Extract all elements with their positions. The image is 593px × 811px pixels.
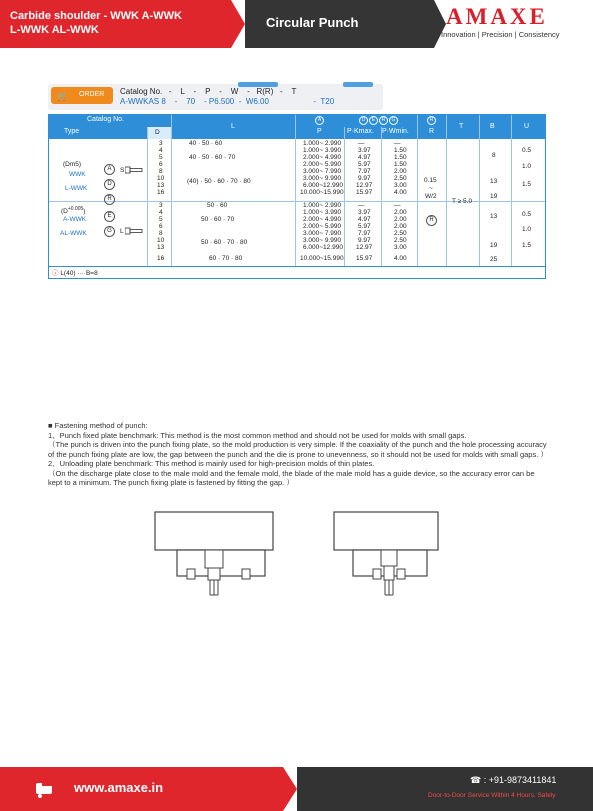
order-button[interactable]: 🛒 ORDER <box>51 87 113 104</box>
fastening-p2: （The punch is driven into the punch fixing plate, so the mold production is very simple. If the coaxiality of the punch and the hole processing accuracy of the punch fixing plate are low, the gap between the punch and the die is prone to unevenness, so it should not be used for molds with small gaps. ） <box>48 440 548 459</box>
table-row: 8 <box>159 168 163 175</box>
table-row: 6 <box>159 223 163 230</box>
page-header <box>0 0 593 48</box>
amaxe-logo: AMAXE <box>446 4 548 29</box>
table-row: 16 <box>157 255 165 262</box>
table-row: 4 <box>159 209 163 216</box>
cart-icon: 🛒 <box>57 91 69 101</box>
table-row: 3 <box>159 140 163 147</box>
table-row: 5 <box>159 216 163 223</box>
table-row: 13 <box>157 182 165 189</box>
fastening-p4: （On the discharge plate close to the male mold and the female mold, the blade of the male mold has a guide device, so the accuracy error can be kept to a minimum. The punch fixing plate is fastened by fitting the gap. ） <box>48 468 535 487</box>
fastening-title: ■ Fastening method of punch: <box>48 421 148 430</box>
logo-tagline: Innovation | Precision | Consistency <box>441 30 560 39</box>
table-row: 6 <box>159 161 163 168</box>
fastening-p3: 2、Unloading plate benchmark: This method is mainly used for high-precision molds of thin plates. <box>48 459 375 468</box>
table-row: 13 <box>157 244 165 251</box>
table-row: 10 <box>157 237 165 244</box>
spec-note: ⓘ L(40) ····B=8 <box>52 270 98 277</box>
page-footer <box>0 767 593 811</box>
spec-table: Catalog No. Type D L A P D E R G P·Kmax. P·Wmin. R R T B U (Dm5) WWK L-WWK $(D^{+0.005})$ A-WWK AL-WWK A D R E G S L 3 40 · 50 · 60 1.000~ 2.990 — — 4 1.000~ 3.990 3.97 1.50 5 40 · 50 · 60 · 70 2.000~ 4.990 4.97 1.50 6 2.000~ 5.990 5.97 1.50 8 3.000~ 7.990 7.97 2.00 10 (40) · 50 · 60 · 70 · 80 3.000~ 9.990 9.97 2.50 13 6.000~12.990 12.97 3.00 16 10.000~15.990 15.97 4.00 3 50 · 60 1.000~ 2.990 — — 4 1.000~ 3.990 3.97 2.00 5 50 · 60 · 70 2.000~ 4.990 4.97 2.00 6 2.000~ 5.990 5.97 2.00 8 3.000~ 7.990 7.97 2.50 10 50 · 60 · 70 · 80 3.000~ 9.990 9.97 2.50 13 6.000~12.990 12.97 3.00 16 60 · 70 · 80 10.000~15.990 15.97 4.00 0.15 ~ W/2 R T ≥ 5.0 8 13 19 13 19 25 0.5 1.0 1.5 0.5 1.0 1.5 ⓘ L(40) ····B=8 <box>48 114 546 279</box>
punch-s-icon <box>125 166 143 174</box>
warning-icon: ⓘ <box>52 270 59 277</box>
product-title: Carbide shoulder - WWK A-WWK L-WWK AL-WWK <box>10 10 182 36</box>
fastening-p1: 1、Punch fixed plate benchmark: This method is the most common method and should not be used for molds with small gaps. <box>48 430 467 440</box>
fastening-section <box>48 421 548 488</box>
cart-icon <box>34 779 56 799</box>
punch-l-icon <box>125 227 143 235</box>
website-link[interactable]: www.amaxe.in <box>74 780 164 795</box>
table-row: 5 <box>159 154 163 161</box>
table-row: 3 <box>159 202 163 209</box>
table-row: 8 <box>159 230 163 237</box>
table-row: 4 <box>159 147 163 154</box>
table-row: 10 <box>157 175 165 182</box>
service-tagline: Door-to-Door Service Within 4 Hours, Safely <box>428 792 556 799</box>
phone-number[interactable]: ☎ : +91-9873411841 <box>470 775 557 785</box>
order-catalog-row: Catalog No. - L - P - W - R(R) - T <box>120 87 297 96</box>
unloading-plate-benchmark-diagram <box>331 509 443 601</box>
section-title: Circular Punch <box>266 15 359 30</box>
table-row: 16 <box>157 189 165 196</box>
order-example-row: A-WWKAS 8 - 70 - P6.500 - W6.00 - T20 <box>120 97 335 106</box>
order-example <box>48 84 383 110</box>
punch-plate-benchmark-diagram <box>152 509 276 601</box>
